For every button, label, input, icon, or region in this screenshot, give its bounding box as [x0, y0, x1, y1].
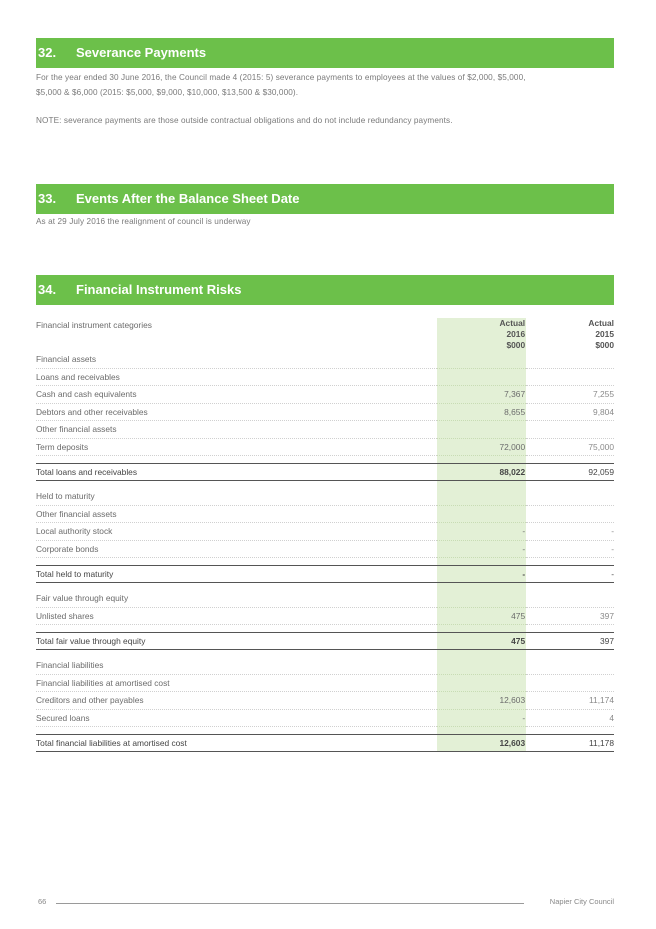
value-2016: 475 [437, 633, 526, 650]
table-row [36, 488, 614, 505]
value-2015: 11,178 [526, 735, 614, 752]
organization-name: Napier City Council [549, 897, 614, 906]
value-2015 [526, 488, 614, 505]
table-row [36, 386, 614, 404]
table-row [36, 692, 614, 710]
severance-note: NOTE: severance payments are those outside contractual obligations and do not include redundancy payments. [36, 116, 453, 125]
financial-instruments-table [36, 318, 614, 752]
value-2016 [437, 456, 526, 464]
row-label [36, 456, 437, 464]
value-2015 [526, 558, 614, 566]
value-2015 [526, 590, 614, 607]
table-spacer-row [36, 650, 614, 658]
section-title: Severance Payments [76, 45, 207, 60]
row-label [36, 727, 437, 735]
value-2015: - [526, 523, 614, 541]
value-2015 [526, 650, 614, 658]
value-2016: 88,022 [437, 464, 526, 481]
value-2016: 12,603 [437, 692, 526, 710]
value-2015 [526, 583, 614, 591]
value-2015: 11,174 [526, 692, 614, 710]
table-total-row [36, 464, 614, 481]
value-2015: 7,255 [526, 386, 614, 404]
table-spacer-row [36, 481, 614, 489]
header-2016-line-1: Actual [499, 318, 526, 328]
value-2016: 7,367 [437, 386, 526, 404]
value-2016 [437, 421, 526, 439]
table-spacer-row [36, 583, 614, 591]
table-header-row [36, 318, 614, 351]
section-title: Events After the Balance Sheet Date [76, 191, 300, 206]
row-label: Total loans and receivables [36, 464, 437, 481]
value-2016 [437, 625, 526, 633]
table-row [36, 657, 614, 674]
value-2015 [526, 727, 614, 735]
value-2015 [526, 351, 614, 368]
row-label: Corporate bonds [36, 540, 437, 558]
value-2016: 12,603 [437, 735, 526, 752]
row-label [36, 558, 437, 566]
value-2016 [437, 727, 526, 735]
value-2016 [437, 488, 526, 505]
table-total-row [36, 633, 614, 650]
table-row [36, 523, 614, 541]
header-2016 [437, 318, 526, 351]
row-label: Debtors and other receivables [36, 403, 437, 421]
row-label: Other financial assets [36, 505, 437, 523]
value-2016: - [437, 523, 526, 541]
table-spacer-row [36, 625, 614, 633]
value-2016 [437, 657, 526, 674]
severance-text-line-1: For the year ended 30 June 2016, the Council made 4 (2015: 5) severance payments to employees at the values of $2,000, $5,000, [36, 73, 526, 82]
page-number: 66 [38, 897, 47, 906]
table-row [36, 540, 614, 558]
table-spacer-row [36, 727, 614, 735]
row-label: Financial liabilities at amortised cost [36, 674, 437, 692]
value-2016: - [437, 540, 526, 558]
value-2015: 397 [526, 633, 614, 650]
value-2015 [526, 456, 614, 464]
section-title: Financial Instrument Risks [76, 282, 242, 297]
row-label [36, 625, 437, 633]
table-total-row [36, 735, 614, 752]
section-33-heading [36, 184, 614, 214]
header-label: Financial instrument categories [36, 320, 152, 330]
value-2016 [437, 505, 526, 523]
value-2015 [526, 625, 614, 633]
row-label: Held to maturity [36, 488, 437, 505]
row-label: Cash and cash equivalents [36, 386, 437, 404]
events-text: As at 29 July 2016 the realignment of council is underway [36, 217, 251, 226]
header-2015-line-2: 2015 [595, 329, 614, 339]
value-2016 [437, 558, 526, 566]
footer-divider [56, 903, 524, 904]
value-2015 [526, 481, 614, 489]
table-row [36, 438, 614, 456]
row-label: Secured loans [36, 709, 437, 727]
table-row [36, 421, 614, 439]
row-label: Financial assets [36, 351, 437, 368]
table-spacer-row [36, 558, 614, 566]
row-label: Other financial assets [36, 421, 437, 439]
row-label [36, 583, 437, 591]
value-2016 [437, 650, 526, 658]
header-2016-line-2: 2016 [506, 329, 526, 339]
value-2015: - [526, 566, 614, 583]
section-number: 34. [38, 282, 57, 297]
section-number: 32. [38, 45, 57, 60]
header-2015 [526, 318, 614, 351]
value-2015 [526, 421, 614, 439]
row-label: Local authority stock [36, 523, 437, 541]
header-2015-line-3: $000 [595, 340, 614, 350]
value-2015: 92,059 [526, 464, 614, 481]
severance-paragraph [36, 70, 614, 100]
row-label: Total financial liabilities at amortised cost [36, 735, 437, 752]
row-label: Total held to maturity [36, 566, 437, 583]
value-2016: 8,655 [437, 403, 526, 421]
value-2016: - [437, 566, 526, 583]
header-2016-line-3: $000 [506, 340, 526, 350]
row-label [36, 650, 437, 658]
value-2015: 397 [526, 607, 614, 625]
row-label [36, 481, 437, 489]
value-2016 [437, 481, 526, 489]
header-2015-line-1: Actual [588, 318, 614, 328]
row-label: Creditors and other payables [36, 692, 437, 710]
section-34-heading [36, 275, 614, 305]
value-2015: 9,804 [526, 403, 614, 421]
table-row [36, 505, 614, 523]
value-2015: 4 [526, 709, 614, 727]
table-row [36, 403, 614, 421]
table-spacer-row [36, 456, 614, 464]
row-label: Financial liabilities [36, 657, 437, 674]
value-2016 [437, 583, 526, 591]
value-2016: 72,000 [437, 438, 526, 456]
row-label: Loans and receivables [36, 368, 437, 386]
value-2016 [437, 368, 526, 386]
severance-text-line-2: $5,000 & $6,000 (2015: $5,000, $9,000, $10,000, $13,500 & $30,000). [36, 88, 299, 97]
value-2016: - [437, 709, 526, 727]
value-2015 [526, 674, 614, 692]
table-row [36, 368, 614, 386]
table-row [36, 674, 614, 692]
table-total-row [36, 566, 614, 583]
value-2016 [437, 590, 526, 607]
row-label: Total fair value through equity [36, 633, 437, 650]
table-row [36, 709, 614, 727]
table-row [36, 351, 614, 368]
row-label: Fair value through equity [36, 590, 437, 607]
value-2015 [526, 505, 614, 523]
section-number: 33. [38, 191, 57, 206]
value-2015 [526, 368, 614, 386]
row-label: Unlisted shares [36, 607, 437, 625]
value-2015: 75,000 [526, 438, 614, 456]
value-2015: - [526, 540, 614, 558]
table-row [36, 607, 614, 625]
section-32-heading [36, 38, 614, 68]
value-2016 [437, 674, 526, 692]
value-2016 [437, 351, 526, 368]
table-row [36, 590, 614, 607]
row-label: Term deposits [36, 438, 437, 456]
value-2016: 475 [437, 607, 526, 625]
value-2015 [526, 657, 614, 674]
